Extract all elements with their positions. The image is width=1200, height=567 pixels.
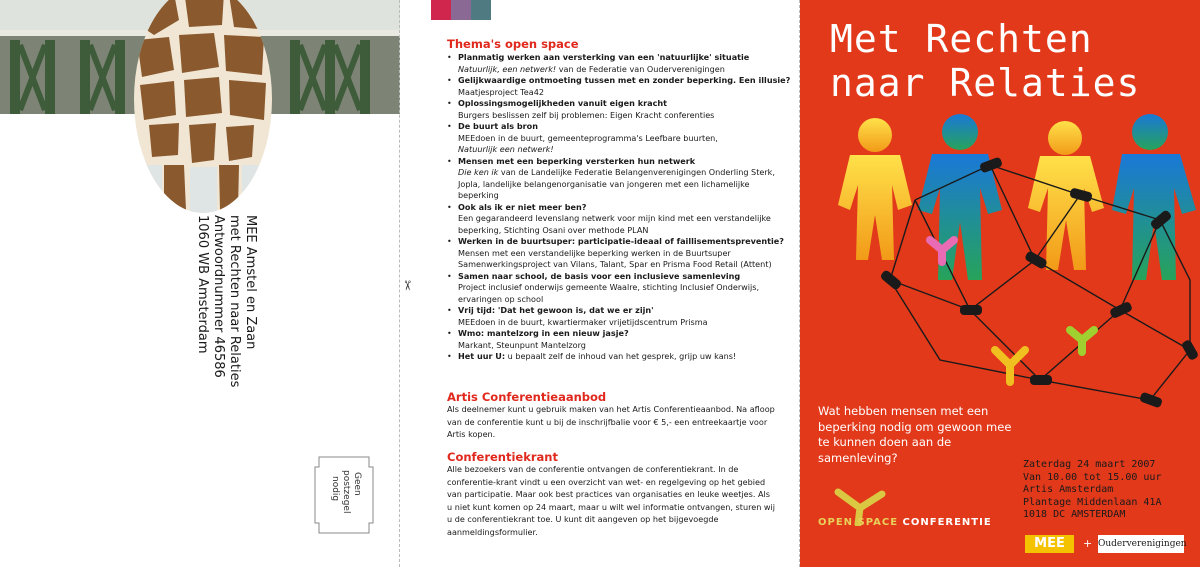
krant-heading: Conferentiekrant (447, 450, 558, 464)
return-mail-panel (0, 0, 400, 567)
theme-title: • Samen naar school, de basis voor een inclusieve samenleving (458, 270, 741, 281)
cover-question: Wat hebben mensen met een beperking nodig om gewoon mee te kunnen doen aan de samenleving? (818, 404, 1012, 465)
color-swatch (451, 0, 471, 20)
ouderverenigingen-logo: Ouderverenigingen (1098, 535, 1184, 553)
info-panel (400, 0, 800, 567)
list-item (447, 121, 792, 156)
scissors-icon: ✂ (398, 280, 414, 291)
krant-text: Alle bezoekers van de conferentie ontvangen de conferentiekrant. In de conferentie-krant vindt u een overzicht van wet- en regelgeving op het gebied van participatie. Maar ook best practices van organisaties en leuke weetjes. Als u niet kunt komen op 24 maart, maar u wilt wel informatie ontvangen, sturen wij u de conferentiekrant toe. U kunt dit aangeven op het bijgevoegde aanmeldingsformulier. (447, 464, 776, 537)
event-info (1023, 459, 1161, 522)
event-city: 1018 DC AMSTERDAM (1023, 509, 1126, 520)
paper-people-illustration (820, 110, 1200, 410)
figure-yellow (1028, 121, 1104, 270)
conferentie-text: CONFERENTIE (902, 517, 992, 528)
list-item (447, 328, 792, 351)
giraffe-image (134, 0, 272, 213)
color-swatch (431, 0, 451, 20)
theme-desc-italic-text: Natuurlijk een netwerk! (458, 144, 554, 154)
theme-desc: MEEdoen in de buurt, gemeenteprogramma's Leefbare buurten, (458, 132, 718, 143)
list-item (447, 98, 792, 121)
list-item (447, 305, 792, 328)
theme-title: • Vrij tijd: 'Dat het gewoon is, dat we er zijn' (458, 305, 654, 315)
list-item (447, 271, 792, 306)
theme-desc: MEEdoen in de buurt, kwartiermaker vrijetijdscentrum Prisma (458, 316, 708, 327)
theme-desc-italic: Natuurlijk, een netwerk! (458, 63, 557, 74)
event-street: Plantage Middenlaan 41A (1023, 496, 1162, 508)
theme-title: • Planmatig werken aan versterking van een 'natuurlijke' situatie (458, 52, 750, 62)
cover-title-line1: Met Rechten (830, 17, 1093, 61)
theme-desc (458, 167, 792, 202)
theme-desc: Burgers beslissen zelf bij problemen: Eigen Kracht conferenties (458, 109, 715, 120)
list-item (447, 52, 792, 75)
address-line: met Rechten naar Relaties (227, 215, 242, 388)
theme-desc: Markant, Steunpunt Mantelzorg (458, 339, 586, 350)
theme-title: Het uur U: (458, 351, 506, 361)
theme-desc: Mensen met een verstandelijke beperking werken in de Buurtsuper Samenwerkingsproject van Vilans, Talant, Spar en Prisma Food Retail (Attent) (458, 247, 772, 269)
stamp-text (318, 470, 366, 524)
figure-blue (918, 114, 1002, 280)
event-venue: Artis Amsterdam (1023, 484, 1114, 495)
themes-heading: Thema's open space (447, 37, 579, 51)
cover-title-line2: naar Relaties (830, 61, 1141, 105)
list-item (447, 202, 792, 237)
list-item (447, 156, 792, 202)
figure-blue-2 (1112, 114, 1196, 280)
mee-logo: MEE (1025, 535, 1074, 553)
theme-desc: Project inclusief onderwijs gemeente Waalre, stichting Inclusief Onderwijs, ervaringen op school (458, 282, 760, 304)
theme-desc-italic: Die ken ik (458, 167, 499, 177)
theme-title: • Mensen met een beperking versterken hun netwerk (458, 155, 696, 166)
theme-title: • Werken in de buurtsuper: participatie-ideaal of faillisementspreventie? (458, 236, 784, 246)
address-line: 1060 WB Amsterdam (195, 215, 210, 354)
open-space-label (818, 517, 992, 528)
themes-list (447, 52, 792, 363)
theme-title: • De buurt als bron (458, 121, 539, 131)
theme-desc: u bepaalt zelf de inhoud van het gesprek, grijp uw kans! (505, 351, 737, 361)
stamp-line: Geen (352, 472, 362, 496)
return-address (118, 215, 258, 388)
event-time: Van 10.00 tot 15.00 uur (1023, 471, 1162, 483)
open-space-text: OPEN SPACE (818, 517, 899, 528)
address-line: MEE Amstel en Zaan (243, 215, 258, 350)
artis-heading: Artis Conferentieaanbod (447, 390, 607, 404)
cover-panel (800, 0, 1200, 567)
theme-desc: Een gegarandeerd levenslang netwerk voor mijn kind met een verstandelijke beperking, Stichting Osani over methode PLAN (458, 213, 771, 235)
theme-desc-text: van de Federatie van Ouderverenigingen (556, 63, 725, 74)
theme-title: • Oplossingsmogelijkheden vanuit eigen kracht (458, 98, 668, 108)
artis-text: Als deelnemer kunt u gebruik maken van het Artis Conferentieaanbod. Na afloop van de conferentie kunt u bij de inschrijfbalie voor € 5,- een entreekaartje voor Artis kopen. (447, 404, 775, 440)
theme-desc: Maatjesproject Tea42 (458, 86, 544, 97)
theme-title: • Wmo: mantelzorg in een nieuw jasje? (458, 328, 629, 338)
list-item (447, 351, 792, 363)
stamp-line: nodig (330, 476, 340, 502)
plus-sign: + (1083, 537, 1093, 550)
event-date: Zaterdag 24 maart 2007 (1023, 459, 1156, 470)
list-item (447, 75, 792, 98)
address-line: Antwoordnummer 46586 (211, 215, 226, 378)
theme-desc-text: van de Landelijke Federatie Belangenverenigingen Onderling Sterk, Jopla, landelijke belangenorganisatie van jongeren met een lichamelijke beperking (458, 167, 775, 200)
stamp-line: postzegel (341, 470, 351, 514)
figure-orange (838, 118, 912, 260)
list-item (447, 236, 792, 271)
color-swatch (471, 0, 491, 20)
theme-desc-italic (458, 144, 792, 156)
theme-desc (458, 64, 792, 76)
theme-title: • Ook als ik er niet meer ben? (458, 201, 587, 212)
theme-title: • Gelijkwaardige ontmoeting tussen met en zonder beperking. Een illusie? (458, 75, 791, 85)
